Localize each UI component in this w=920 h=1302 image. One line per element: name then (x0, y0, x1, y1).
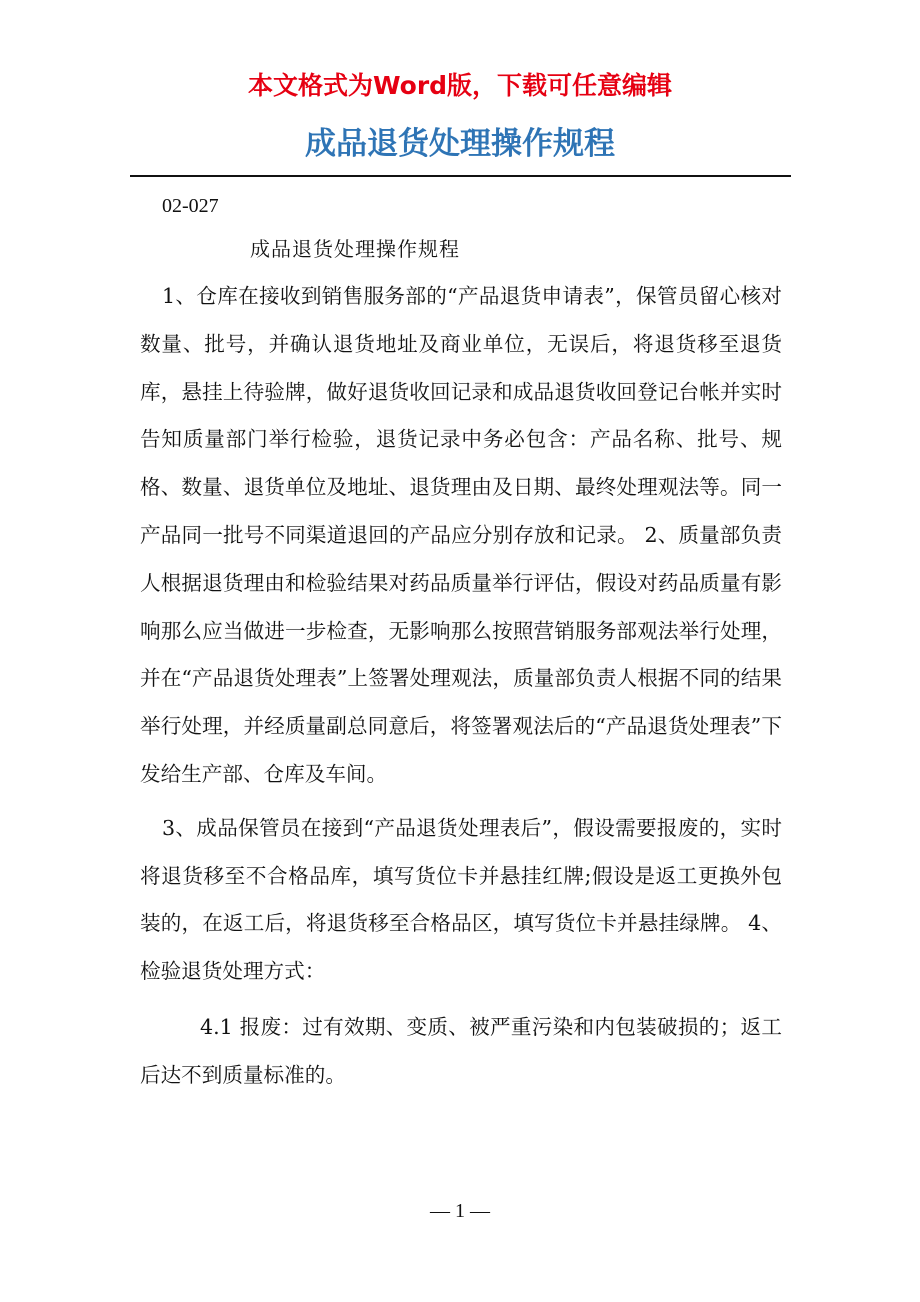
title-divider (130, 175, 791, 177)
document-title: 成品退货处理操作规程 (305, 126, 615, 162)
document-code: 02-027 (162, 195, 219, 217)
paragraph-3: 3、成品保管员在接到“产品退货处理表后”，假设需要报废的，实时将退货移至不合格品库，填写货位卡并悬挂红牌;假设是返工更换外包装的，在返工后，将退货移至合格品区，填写货位卡并悬挂绿牌。 4、检验退货处理方式： (140, 815, 782, 984)
inner-heading: 成品退货处理操作规程 (250, 237, 460, 261)
page-number: — 1 — (430, 1200, 490, 1222)
paragraph-1: 1、仓库在接收到销售服务部的“产品退货申请表”，保管员留心核对数量、批号，并确认退货地址及商业单位，无误后，将退货移至退货库，悬挂上待验牌，做好退货收回记录和成品退货收回登记台帐并实时告知质量部门举行检验，退货记录中务必包含：产品名称、批号、规格、数量、退货单位及地址、退货理由及日期、最终处理观法等。同一产品同一批号不同渠道退回的产品应分别存放和记录。 2、质量部负责人根据退货理由和检验结果对药品质量举行评估，假设对药品质量有影响那么应当做进一步检查，无影响那么按照营销服务部观法举行处理，并在“产品退货处理表”上签署处理观法，质量部负责人根据不同的结果举行处理，并经质量副总同意后，将签署观法后的“产品退货处理表”下发给生产部、仓库及车间。 (140, 284, 782, 786)
paragraph-4-1: 4.1 报废：过有效期、变质、被严重污染和内包装破损的；返工后达不到质量标准的。 (140, 1014, 782, 1087)
download-banner: 本文格式为Word版，下载可任意编辑 (247, 71, 673, 100)
document-body (140, 186, 782, 1100)
